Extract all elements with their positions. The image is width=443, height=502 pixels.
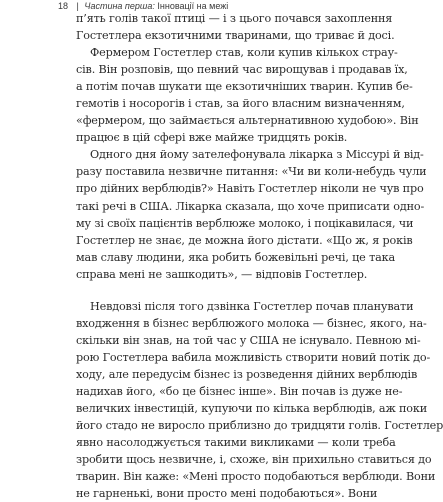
part-title: Частина перша: — [84, 1, 155, 11]
text-line: му зі своїх пацієнтів верблюже молоко, і поцікавилася, чи — [76, 216, 414, 230]
body-text — [76, 10, 443, 502]
text-line: скільки він знав, на той час у США не існувало. Певною мі- — [76, 333, 421, 347]
text-line: не гарненькі, вони просто мені подобаються». Вони — [76, 487, 378, 501]
text-line: «фермером, що займається альтернативною худобою». Він — [76, 114, 419, 128]
paragraph-gap — [76, 283, 352, 298]
text-line: про дійних верблюдів?» Навіть Гостетлер ніколи не чув про — [76, 182, 424, 196]
text-line: сів. Він розповів, що певний час вирощував і продавав їх, — [76, 63, 408, 77]
text-line: рою Гостетлера вабила можливість створити новий потік до- — [76, 350, 431, 364]
text-line: працює в цій сфері вже майже тридцять років. — [76, 131, 348, 145]
text-line: зробити щось незвичне, і, схоже, він прихильно ставиться до — [76, 453, 432, 467]
text-line: Одного дня йому зателефонувала лікарка з Міссурі й від- — [90, 148, 424, 162]
text-line: його стадо не виросло приблизно до тридцяти голів. Гостетлер — [76, 419, 443, 433]
text-line: Невдовзі після того дзвінка Гостетлер почав планувати — [90, 299, 414, 313]
text-line: Фермером Гостетлер став, коли купив кількох страу- — [90, 46, 398, 60]
text-line: ходу, але передусім бізнес із розведення дійних верблюдів — [76, 367, 418, 381]
header-separator: | — [76, 1, 79, 11]
chapter-title: Інновації на межі — [157, 1, 229, 11]
text-line: Гостетлер не знає, де можна його дістати. «Що ж, я років — [76, 233, 413, 247]
text-line: гемотів і носорогів і став, за його власним визначенням, — [76, 97, 405, 111]
text-line: справа мені не зашкодить», — відповів Гостетлер. — [76, 267, 368, 281]
text-line: входження в бізнес верблюжого молока — бізнес, якого, на- — [76, 316, 427, 330]
text-line: мав славу людини, яка робить божевільні речі, це така — [76, 250, 395, 264]
text-line: п’ять голів такої птиці — і з цього почався захоплення — [76, 12, 393, 25]
text-line: разу поставила незвичне питання: «Чи ви коли-небудь чули — [76, 165, 427, 179]
text-line: тварин. Він каже: «Мені просто подобаються верблюди. Вони — [76, 470, 436, 484]
page-number: 18 — [58, 1, 69, 11]
text-line: величких інвестицій, купуючи по кілька верблюдів, аж поки — [76, 402, 428, 416]
text-line: явно насолоджується такими викликами — коли треба — [76, 436, 396, 450]
text-line: а потім почав шукати ще екзотичніших тварин. Купив бе- — [76, 80, 413, 94]
text-line: такі речі в США. Лікарка сказала, що хоче приписати одно- — [76, 199, 425, 213]
text-line: Гостетлера екзотичними тваринами, що триває й досі. — [76, 29, 395, 43]
text-line: надихав його, «бо це бізнес інше». Він почав із дуже не- — [76, 384, 403, 398]
